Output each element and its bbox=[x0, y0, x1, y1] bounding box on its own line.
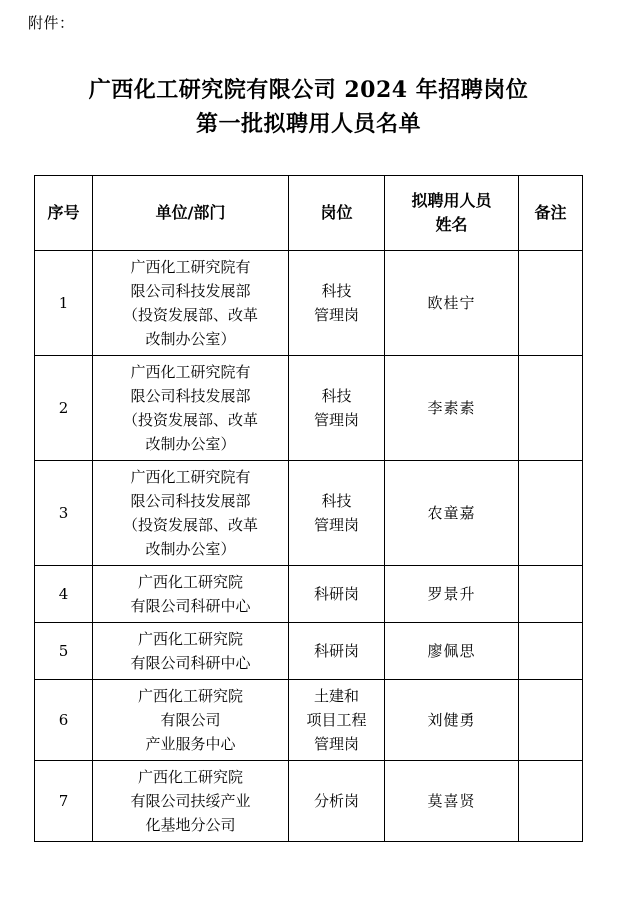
cell-post bbox=[289, 461, 385, 566]
dept-line: 改制办公室） bbox=[145, 435, 236, 453]
cell-department bbox=[93, 761, 289, 842]
dept-line: 广西化工研究院有 bbox=[130, 363, 251, 381]
cell-index: 7 bbox=[35, 761, 93, 842]
column-header-name-line-2: 姓名 bbox=[435, 215, 468, 234]
dept-line: 有限公司科研中心 bbox=[130, 597, 251, 615]
dept-line: 化基地分公司 bbox=[145, 816, 236, 834]
dept-line: 广西化工研究院 bbox=[137, 630, 243, 648]
cell-index: 4 bbox=[35, 566, 93, 623]
attachment-label: 附件： bbox=[28, 14, 75, 32]
table-row bbox=[35, 356, 583, 461]
cell-note bbox=[519, 680, 583, 761]
post-line: 科技 bbox=[321, 282, 352, 300]
post-line: 管理岗 bbox=[313, 411, 359, 429]
page-title bbox=[24, 73, 593, 141]
cell-department bbox=[93, 251, 289, 356]
post-line: 项目工程 bbox=[306, 711, 367, 729]
dept-line: 广西化工研究院 bbox=[137, 573, 243, 591]
column-header-index: 序号 bbox=[35, 176, 93, 251]
dept-line: 有限公司 bbox=[160, 711, 221, 729]
post-line: 科技 bbox=[321, 387, 352, 405]
cell-post bbox=[289, 623, 385, 680]
cell-note bbox=[519, 356, 583, 461]
post-line: 分析岗 bbox=[313, 792, 359, 810]
post-line: 土建和 bbox=[313, 687, 359, 705]
cell-post bbox=[289, 356, 385, 461]
table-row bbox=[35, 623, 583, 680]
dept-line: 产业服务中心 bbox=[145, 735, 236, 753]
table-row bbox=[35, 566, 583, 623]
cell-post bbox=[289, 566, 385, 623]
cell-note bbox=[519, 251, 583, 356]
dept-line: 限公司科技发展部 bbox=[130, 282, 251, 300]
post-line: 科技 bbox=[321, 492, 352, 510]
cell-department bbox=[93, 680, 289, 761]
cell-note bbox=[519, 761, 583, 842]
dept-line: （投资发展部、改革 bbox=[122, 516, 258, 534]
post-line: 管理岗 bbox=[313, 516, 359, 534]
cell-post bbox=[289, 680, 385, 761]
post-line: 管理岗 bbox=[313, 306, 359, 324]
column-header-department: 单位/部门 bbox=[93, 176, 289, 251]
cell-index: 5 bbox=[35, 623, 93, 680]
cell-name: 罗景升 bbox=[385, 566, 519, 623]
dept-line: 改制办公室） bbox=[145, 330, 236, 348]
cell-note bbox=[519, 461, 583, 566]
cell-name: 李素素 bbox=[385, 356, 519, 461]
dept-line: 有限公司科研中心 bbox=[130, 654, 251, 672]
table-row bbox=[35, 680, 583, 761]
dept-line: 限公司科技发展部 bbox=[130, 492, 251, 510]
table-header-row bbox=[35, 176, 583, 251]
cell-index: 3 bbox=[35, 461, 93, 566]
dept-line: 广西化工研究院有 bbox=[130, 258, 251, 276]
cell-department bbox=[93, 356, 289, 461]
cell-department bbox=[93, 461, 289, 566]
table-row bbox=[35, 251, 583, 356]
column-header-name-line-1: 拟聘用人员 bbox=[411, 191, 492, 210]
dept-line: （投资发展部、改革 bbox=[122, 411, 258, 429]
dept-line: 广西化工研究院有 bbox=[130, 468, 251, 486]
cell-note bbox=[519, 623, 583, 680]
column-header-name bbox=[385, 176, 519, 251]
cell-name: 莫喜贤 bbox=[385, 761, 519, 842]
cell-department bbox=[93, 566, 289, 623]
dept-line: 有限公司扶绥产业 bbox=[130, 792, 251, 810]
dept-line: 广西化工研究院 bbox=[137, 768, 243, 786]
post-line: 科研岗 bbox=[313, 642, 359, 660]
cell-department bbox=[93, 623, 289, 680]
post-line: 管理岗 bbox=[313, 735, 359, 753]
cell-index: 1 bbox=[35, 251, 93, 356]
cell-note bbox=[519, 566, 583, 623]
cell-post bbox=[289, 761, 385, 842]
cell-post bbox=[289, 251, 385, 356]
roster-table bbox=[34, 175, 583, 842]
dept-line: 广西化工研究院 bbox=[137, 687, 243, 705]
table-row bbox=[35, 761, 583, 842]
cell-name: 农童嘉 bbox=[385, 461, 519, 566]
page-title-line-1: 广西化工研究院有限公司 2024 年招聘岗位 bbox=[88, 77, 529, 103]
column-header-note: 备注 bbox=[519, 176, 583, 251]
cell-index: 2 bbox=[35, 356, 93, 461]
cell-index: 6 bbox=[35, 680, 93, 761]
table-row bbox=[35, 461, 583, 566]
post-line: 科研岗 bbox=[313, 585, 359, 603]
cell-name: 欧桂宁 bbox=[385, 251, 519, 356]
cell-name: 刘健勇 bbox=[385, 680, 519, 761]
cell-name: 廖佩思 bbox=[385, 623, 519, 680]
page-title-line-2: 第一批拟聘用人员名单 bbox=[195, 111, 421, 137]
column-header-post: 岗位 bbox=[289, 176, 385, 251]
dept-line: 改制办公室） bbox=[145, 540, 236, 558]
dept-line: （投资发展部、改革 bbox=[122, 306, 258, 324]
dept-line: 限公司科技发展部 bbox=[130, 387, 251, 405]
